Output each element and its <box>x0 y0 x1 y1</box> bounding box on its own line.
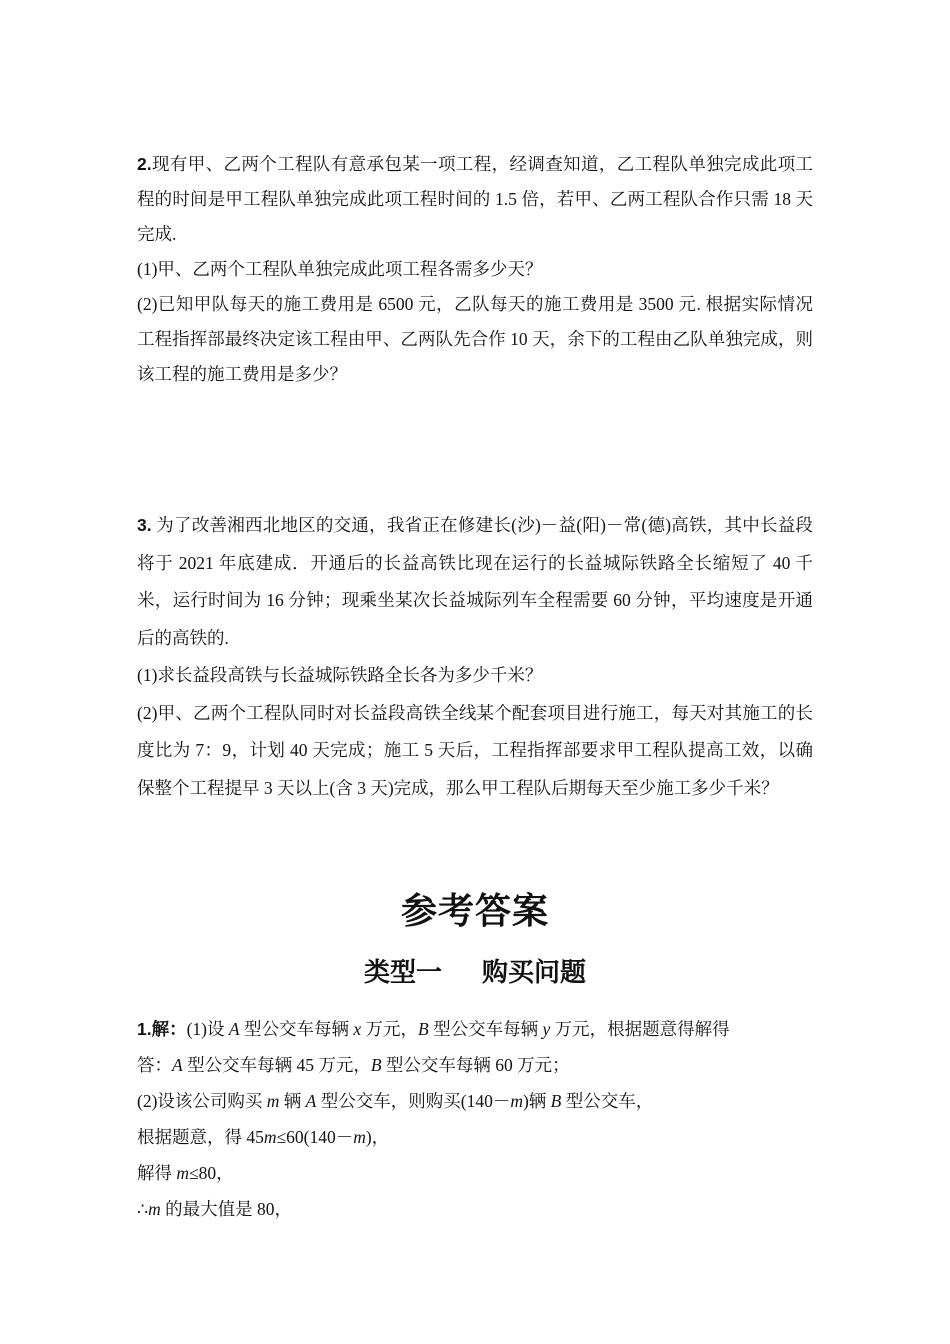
text-segment: 3. <box>137 515 152 535</box>
text-segment: (2)设该公司购买 <box>137 1091 267 1111</box>
text-segment: 型公交车， <box>561 1091 654 1111</box>
text-segment: )， <box>365 1127 390 1147</box>
text-segment: 为了改善湘西北地区的交通，我省正在修建长(沙)－益(阳)－常(德)高铁，其中长益段将于 2021 年底建成．开通后的长益高铁比现在运行的长益城际铁路全长缩短了 40 千米，运行时间为 16 分钟；现乘坐某次长益城际列车全程需要 60 分钟，平均速度是开通后的高铁的. <box>137 515 813 648</box>
text-segment: (1)甲、乙两个工程队单独完成此项工程各需多少天？ <box>137 259 543 279</box>
text-segment: (2)甲、乙两个工程队同时对长益段高铁全线某个配套项目进行施工，每天对其施工的长度比为 7：9，计划 40 天完成；施工 5 天后，工程指挥部要求甲工程队提高工效，以确保整个工程提早 3 天以上(含 3 天)完成，那么甲工程队后期每天至少施工多少千米？ <box>137 702 813 798</box>
text-segment: m <box>263 1127 277 1147</box>
answer-1-line-setup-part2 <box>137 1083 813 1119</box>
text-segment: ≤60(140－ <box>276 1127 354 1147</box>
type-topic: 购买问题 <box>482 957 587 987</box>
text-segment: 型公交车每辆 <box>239 1019 354 1039</box>
text-segment: m <box>176 1163 190 1183</box>
text-segment: 万元， <box>361 1019 418 1039</box>
text-segment: B <box>370 1055 382 1075</box>
type-label: 类型一 <box>363 957 442 987</box>
text-segment: 型公交车每辆 45 万元， <box>182 1055 371 1075</box>
answer-1-line-result-part1 <box>137 1047 813 1083</box>
text-segment: A <box>305 1091 317 1111</box>
text-segment: 辆 <box>279 1091 306 1111</box>
text-segment: x <box>353 1019 362 1039</box>
text-segment: 型公交车，则购买(140－ <box>316 1091 511 1111</box>
text-segment: 根据题意，得 45 <box>137 1127 264 1147</box>
text-segment: A <box>228 1019 240 1039</box>
problem-3 <box>137 507 813 807</box>
text-segment: B <box>550 1091 562 1111</box>
text-segment: 的最大值是 80， <box>160 1199 293 1219</box>
problem-3-part2-question <box>137 695 813 808</box>
text-segment: m <box>266 1091 280 1111</box>
problem-3-statement <box>137 507 813 657</box>
text-segment: 解得 <box>137 1163 177 1183</box>
answers-title: 参考答案 <box>400 890 549 931</box>
problem-2-part2-question <box>137 287 813 392</box>
text-segment: ∴ <box>137 1199 149 1219</box>
text-segment: (1)求长益段高铁与长益城际铁路全长各为多少千米？ <box>137 665 543 685</box>
text-segment: ≤80， <box>189 1163 234 1183</box>
answer-1-solution <box>137 1011 813 1227</box>
answer-1-line-setup <box>137 1011 813 1047</box>
text-segment: (1)设 <box>186 1019 229 1039</box>
text-segment: 型公交车每辆 60 万元； <box>381 1055 570 1075</box>
text-segment: 1.解： <box>137 1019 187 1039</box>
text-segment: (2)已知甲队每天的施工费用是 6500 元，乙队每天的施工费用是 3500 元. 根据实际情况工程指挥部最终决定该工程由甲、乙两队先合作 10 天，余下的工程由乙队单独完成，则该工程的施工费用是多少？ <box>137 294 813 384</box>
answer-1-line-inequality <box>137 1119 813 1155</box>
text-segment: 答： <box>137 1055 172 1075</box>
problem-3-part1-question <box>137 657 813 695</box>
text-segment: 2. <box>137 154 152 174</box>
text-segment: 型公交车每辆 <box>428 1019 543 1039</box>
type-heading <box>0 955 950 989</box>
text-segment: m <box>510 1091 523 1111</box>
text-segment: y <box>542 1019 551 1039</box>
answer-1-line-solve <box>137 1155 813 1191</box>
text-segment: A <box>172 1055 183 1075</box>
text-segment: )辆 <box>522 1091 551 1111</box>
text-segment: m <box>353 1127 366 1147</box>
text-segment: B <box>418 1019 429 1039</box>
answer-1-line-max-value <box>137 1191 813 1227</box>
problem-2 <box>137 147 813 392</box>
text-segment: 现有甲、乙两个工程队有意承包某一项工程，经调查知道，乙工程队单独完成此项工程的时间是甲工程队单独完成此项工程时间的 1.5 倍，若甲、乙两工程队合作只需 18 天完成. <box>137 154 813 244</box>
problem-2-statement <box>137 147 813 252</box>
problem-2-part1-question <box>137 252 813 287</box>
text-segment: m <box>148 1199 161 1219</box>
text-segment: 万元，根据题意得解得 <box>550 1019 730 1039</box>
